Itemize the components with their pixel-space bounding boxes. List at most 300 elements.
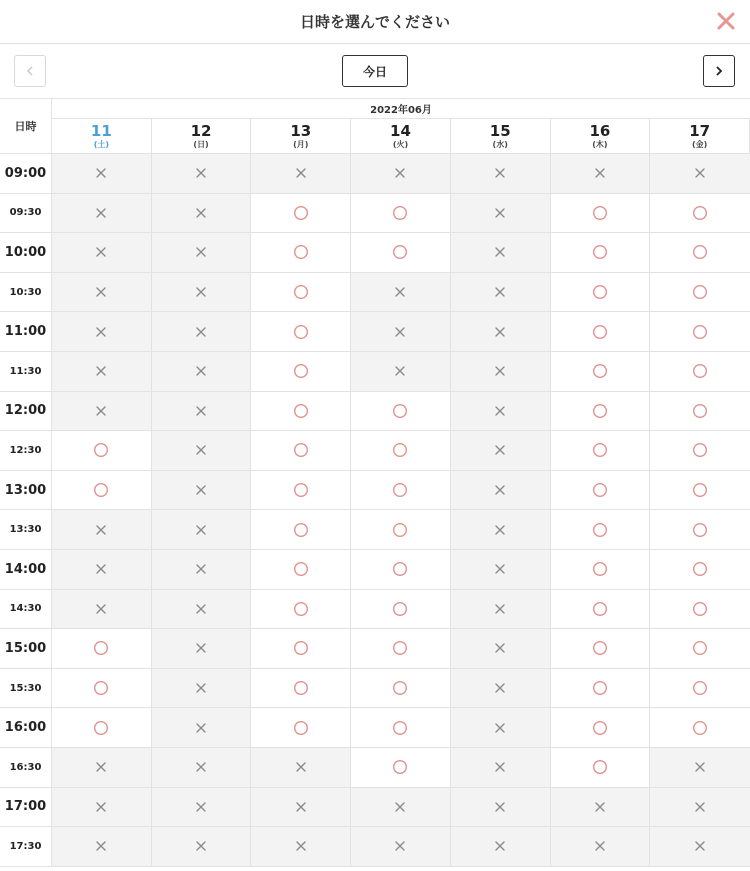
available-time-slot[interactable] [52,669,152,709]
available-time-slot[interactable] [551,273,651,313]
available-time-slot[interactable] [351,708,451,748]
cross-unavailable-icon [95,801,107,813]
available-time-slot[interactable] [251,550,351,590]
circle-available-icon [293,442,309,458]
unavailable-time-slot [451,233,551,273]
available-time-slot[interactable] [251,629,351,669]
circle-available-icon [692,442,708,458]
cross-unavailable-icon [295,840,307,852]
unavailable-time-slot [52,312,152,352]
unavailable-time-slot [152,392,252,432]
available-time-slot[interactable] [251,471,351,511]
unavailable-time-slot [451,194,551,234]
unavailable-time-slot [351,352,451,392]
cross-unavailable-icon [494,682,506,694]
circle-available-icon [392,759,408,775]
cross-unavailable-icon [494,444,506,456]
available-time-slot[interactable] [251,431,351,471]
unavailable-time-slot [251,154,351,194]
unavailable-time-slot [152,312,252,352]
unavailable-time-slot [650,788,750,828]
cross-unavailable-icon [195,444,207,456]
available-time-slot[interactable] [351,194,451,234]
day-weekday: (月) [293,139,309,149]
cross-unavailable-icon [494,207,506,219]
cross-unavailable-icon [95,405,107,417]
circle-available-icon [592,324,608,340]
circle-available-icon [293,561,309,577]
circle-available-icon [592,442,608,458]
unavailable-time-slot [52,233,152,273]
cross-unavailable-icon [195,642,207,654]
circle-available-icon [692,284,708,300]
circle-available-icon [392,205,408,221]
unavailable-time-slot [52,510,152,550]
unavailable-time-slot [52,352,152,392]
circle-available-icon [592,522,608,538]
available-time-slot[interactable] [52,471,152,511]
cross-unavailable-icon [195,563,207,575]
cross-unavailable-icon [394,365,406,377]
available-time-slot[interactable] [650,312,750,352]
unavailable-time-slot [52,827,152,867]
cross-unavailable-icon [494,761,506,773]
day-number: 16 [589,121,611,140]
cross-unavailable-icon [95,563,107,575]
circle-available-icon [392,482,408,498]
circle-available-icon [592,482,608,498]
circle-available-icon [293,720,309,736]
cross-unavailable-icon [694,801,706,813]
time-label: 13:00 [0,471,52,511]
cross-unavailable-icon [494,722,506,734]
unavailable-time-slot [351,273,451,313]
circle-available-icon [692,522,708,538]
available-time-slot[interactable] [551,590,651,630]
unavailable-time-slot [251,827,351,867]
unavailable-time-slot [451,629,551,669]
available-time-slot[interactable] [551,510,651,550]
circle-available-icon [592,601,608,617]
available-time-slot[interactable] [251,194,351,234]
time-label: 14:30 [0,590,52,630]
circle-available-icon [692,720,708,736]
unavailable-time-slot [451,788,551,828]
unavailable-time-slot [52,788,152,828]
circle-available-icon [592,759,608,775]
circle-available-icon [392,680,408,696]
cross-unavailable-icon [494,246,506,258]
circle-available-icon [692,601,708,617]
available-time-slot[interactable] [551,748,651,788]
circle-available-icon [293,482,309,498]
time-label: 11:30 [0,352,52,392]
next-week-button[interactable] [703,55,735,87]
cross-unavailable-icon [95,326,107,338]
unavailable-time-slot [152,154,252,194]
unavailable-time-slot [451,352,551,392]
unavailable-time-slot [451,669,551,709]
circle-available-icon [592,640,608,656]
cross-unavailable-icon [95,365,107,377]
cross-unavailable-icon [494,563,506,575]
cross-unavailable-icon [295,761,307,773]
month-label: 2022年06月 [52,99,750,119]
day-header [551,119,651,154]
unavailable-time-slot [251,788,351,828]
cross-unavailable-icon [95,167,107,179]
circle-available-icon [592,363,608,379]
unavailable-time-slot [152,708,252,748]
cross-unavailable-icon [195,761,207,773]
circle-available-icon [293,601,309,617]
available-time-slot[interactable] [551,392,651,432]
unavailable-time-slot [551,154,651,194]
cross-unavailable-icon [195,484,207,496]
circle-available-icon [392,244,408,260]
day-weekday: (日) [193,139,209,149]
circle-available-icon [93,680,109,696]
available-time-slot[interactable] [251,669,351,709]
circle-available-icon [293,284,309,300]
available-time-slot[interactable] [351,392,451,432]
time-label: 12:00 [0,392,52,432]
unavailable-time-slot [152,590,252,630]
circle-available-icon [293,680,309,696]
cross-unavailable-icon [594,167,606,179]
cross-unavailable-icon [594,840,606,852]
cross-unavailable-icon [95,840,107,852]
unavailable-time-slot [52,154,152,194]
unavailable-time-slot [650,748,750,788]
circle-available-icon [592,205,608,221]
circle-available-icon [293,244,309,260]
unavailable-time-slot [551,788,651,828]
time-label: 13:30 [0,510,52,550]
available-time-slot[interactable] [351,669,451,709]
time-label: 15:30 [0,669,52,709]
available-time-slot[interactable] [551,708,651,748]
circle-available-icon [692,363,708,379]
day-weekday: (火) [392,139,409,149]
cross-unavailable-icon [494,286,506,298]
cross-unavailable-icon [95,761,107,773]
unavailable-time-slot [451,550,551,590]
circle-available-icon [692,680,708,696]
circle-available-icon [93,640,109,656]
time-label: 10:30 [0,273,52,313]
circle-available-icon [293,324,309,340]
unavailable-time-slot [152,788,252,828]
time-label: 09:30 [0,194,52,234]
schedule-grid [0,99,750,867]
unavailable-time-slot [52,392,152,432]
cross-unavailable-icon [195,167,207,179]
cross-unavailable-icon [694,840,706,852]
available-time-slot[interactable] [351,233,451,273]
available-time-slot[interactable] [351,510,451,550]
available-time-slot[interactable] [52,431,152,471]
available-time-slot[interactable] [52,708,152,748]
cross-unavailable-icon [494,484,506,496]
time-label: 12:30 [0,431,52,471]
available-time-slot[interactable] [650,550,750,590]
circle-available-icon [392,442,408,458]
day-header [351,119,451,154]
week-navigation [0,44,750,99]
circle-available-icon [692,403,708,419]
day-number: 12 [190,121,212,140]
available-time-slot[interactable] [251,312,351,352]
available-time-slot[interactable] [650,708,750,748]
circle-available-icon [692,640,708,656]
cross-unavailable-icon [195,603,207,615]
time-label: 11:00 [0,312,52,352]
cross-unavailable-icon [95,286,107,298]
cross-unavailable-icon [394,286,406,298]
cross-unavailable-icon [295,801,307,813]
available-time-slot[interactable] [251,273,351,313]
circle-available-icon [592,561,608,577]
circle-available-icon [392,403,408,419]
circle-available-icon [293,363,309,379]
circle-available-icon [692,324,708,340]
circle-available-icon [692,205,708,221]
cross-unavailable-icon [295,167,307,179]
available-time-slot[interactable] [251,392,351,432]
unavailable-time-slot [451,510,551,550]
unavailable-time-slot [451,392,551,432]
previous-week-button[interactable] [14,55,46,87]
available-time-slot[interactable] [251,233,351,273]
unavailable-time-slot [52,273,152,313]
available-time-slot[interactable] [351,550,451,590]
unavailable-time-slot [52,590,152,630]
circle-available-icon [93,442,109,458]
unavailable-time-slot [451,708,551,748]
unavailable-time-slot [451,590,551,630]
day-number: 11 [90,121,112,140]
available-time-slot[interactable] [650,194,750,234]
time-label: 17:00 [0,788,52,828]
cross-unavailable-icon [494,326,506,338]
circle-available-icon [93,720,109,736]
circle-available-icon [692,482,708,498]
circle-available-icon [392,720,408,736]
cross-unavailable-icon [95,524,107,536]
cross-unavailable-icon [494,642,506,654]
unavailable-time-slot [650,827,750,867]
cross-unavailable-icon [195,207,207,219]
unavailable-time-slot [152,827,252,867]
cross-unavailable-icon [195,405,207,417]
available-time-slot[interactable] [551,352,651,392]
circle-available-icon [592,284,608,300]
unavailable-time-slot [52,194,152,234]
cross-unavailable-icon [394,801,406,813]
unavailable-time-slot [251,748,351,788]
cross-unavailable-icon [195,801,207,813]
cross-unavailable-icon [195,682,207,694]
cross-unavailable-icon [195,524,207,536]
unavailable-time-slot [351,788,451,828]
date-time-corner-label: 日時 [0,99,52,154]
day-weekday: (土) [93,139,109,149]
day-number: 15 [489,121,511,140]
circle-available-icon [293,640,309,656]
unavailable-time-slot [152,273,252,313]
cross-unavailable-icon [195,365,207,377]
close-button[interactable] [714,9,738,33]
cross-unavailable-icon [195,722,207,734]
day-number: 14 [390,121,411,140]
cross-unavailable-icon [95,207,107,219]
unavailable-time-slot [152,510,252,550]
unavailable-time-slot [351,827,451,867]
unavailable-time-slot [551,827,651,867]
available-time-slot[interactable] [650,352,750,392]
cross-unavailable-icon [494,603,506,615]
circle-available-icon [293,205,309,221]
cross-unavailable-icon [494,167,506,179]
circle-available-icon [392,561,408,577]
unavailable-time-slot [152,629,252,669]
unavailable-time-slot [152,352,252,392]
unavailable-time-slot [351,312,451,352]
available-time-slot[interactable] [551,312,651,352]
day-number: 17 [689,121,711,140]
cross-unavailable-icon [394,326,406,338]
unavailable-time-slot [451,431,551,471]
day-weekday: (金) [691,139,708,149]
day-number: 13 [290,121,312,140]
day-header [650,119,750,154]
circle-available-icon [392,640,408,656]
available-time-slot[interactable] [551,669,651,709]
circle-available-icon [392,601,408,617]
unavailable-time-slot [451,273,551,313]
circle-available-icon [293,403,309,419]
cross-unavailable-icon [195,840,207,852]
circle-available-icon [293,522,309,538]
circle-available-icon [93,482,109,498]
circle-available-icon [592,244,608,260]
today-button[interactable]: 今日 [342,55,408,87]
available-time-slot[interactable] [650,629,750,669]
available-time-slot[interactable] [650,233,750,273]
time-label: 16:00 [0,708,52,748]
available-time-slot[interactable] [650,510,750,550]
available-time-slot[interactable] [650,471,750,511]
available-time-slot[interactable] [251,708,351,748]
day-header [52,119,152,154]
available-time-slot[interactable] [251,352,351,392]
chevron-right-icon [713,65,725,77]
unavailable-time-slot [351,154,451,194]
time-label: 14:00 [0,550,52,590]
cross-unavailable-icon [594,801,606,813]
available-time-slot[interactable] [650,590,750,630]
circle-available-icon [692,244,708,260]
available-time-slot[interactable] [551,471,651,511]
chevron-left-icon [24,65,36,77]
available-time-slot[interactable] [551,194,651,234]
unavailable-time-slot [152,669,252,709]
available-time-slot[interactable] [551,550,651,590]
day-header [251,119,351,154]
unavailable-time-slot [451,154,551,194]
circle-available-icon [392,522,408,538]
available-time-slot[interactable] [650,273,750,313]
circle-available-icon [592,403,608,419]
day-header [451,119,551,154]
time-label: 15:00 [0,629,52,669]
cross-unavailable-icon [494,840,506,852]
day-weekday: (水) [492,139,508,149]
close-icon [714,9,738,33]
available-time-slot[interactable] [650,669,750,709]
cross-unavailable-icon [394,167,406,179]
available-time-slot[interactable] [650,392,750,432]
time-label: 10:00 [0,233,52,273]
circle-available-icon [692,561,708,577]
unavailable-time-slot [152,550,252,590]
available-time-slot[interactable] [251,510,351,550]
unavailable-time-slot [52,748,152,788]
cross-unavailable-icon [694,167,706,179]
cross-unavailable-icon [95,246,107,258]
unavailable-time-slot [650,154,750,194]
unavailable-time-slot [152,471,252,511]
unavailable-time-slot [52,550,152,590]
time-label: 16:30 [0,748,52,788]
unavailable-time-slot [152,233,252,273]
dialog-header [0,0,750,44]
cross-unavailable-icon [494,801,506,813]
dialog-title: 日時を選んでください [299,13,450,31]
cross-unavailable-icon [195,246,207,258]
available-time-slot[interactable] [251,590,351,630]
cross-unavailable-icon [195,326,207,338]
unavailable-time-slot [152,431,252,471]
available-time-slot[interactable] [351,471,451,511]
cross-unavailable-icon [694,761,706,773]
cross-unavailable-icon [195,286,207,298]
unavailable-time-slot [152,748,252,788]
available-time-slot[interactable] [551,629,651,669]
cross-unavailable-icon [494,365,506,377]
available-time-slot[interactable] [551,431,651,471]
available-time-slot[interactable] [351,590,451,630]
available-time-slot[interactable] [52,629,152,669]
cross-unavailable-icon [394,840,406,852]
available-time-slot[interactable] [351,629,451,669]
available-time-slot[interactable] [351,431,451,471]
cross-unavailable-icon [494,524,506,536]
time-label: 17:30 [0,827,52,867]
day-header [152,119,252,154]
unavailable-time-slot [152,194,252,234]
unavailable-time-slot [451,471,551,511]
day-weekday: (木) [592,139,608,149]
circle-available-icon [592,720,608,736]
available-time-slot[interactable] [351,748,451,788]
available-time-slot[interactable] [551,233,651,273]
unavailable-time-slot [451,748,551,788]
cross-unavailable-icon [494,405,506,417]
available-time-slot[interactable] [650,431,750,471]
circle-available-icon [592,680,608,696]
